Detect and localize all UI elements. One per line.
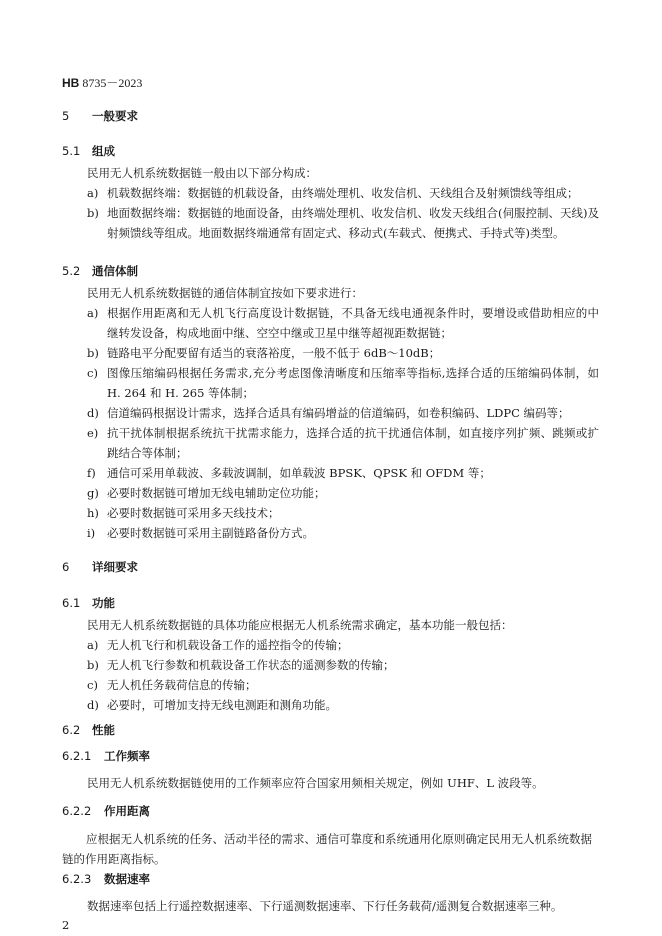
section-6-2-3-heading: 6.2.3 数据速率 (62, 872, 150, 886)
section-6-2-1-heading: 6.2.1 工作频率 (62, 749, 150, 763)
section-5-1-heading: 5.1 组成 (62, 144, 115, 158)
section-6-2-1-body: 民用无人机系统数据链使用的工作频率应符合国家用频相关规定，例如 UHF、L 波段等。 (87, 776, 544, 790)
list-item: e) 抗干扰体制根据系统抗干扰需求能力，选择合适的抗干扰通信体制，如直接序列扩频、跳频或扩跳结合等体制； (87, 426, 599, 460)
list-item: h) 必要时数据链可采用多天线技术； (87, 506, 280, 520)
list-item: d) 必要时，可增加支持无线电测距和测角功能。 (87, 698, 337, 712)
section-5-2-heading: 5.2 通信体制 (62, 264, 138, 278)
list-item: c) 图像压缩编码根据任务需求,充分考虑图像清晰度和压缩率等指标,选择合适的压缩编码体制，如 H. 264 和 H. 265 等体制； (87, 366, 599, 400)
section-6-2-2-body: 应根据无人机系统的任务、活动半径的需求、通信可靠度和系统通用化原则确定民用无人机系统数据链的作用距离指标。 (62, 832, 592, 866)
list-item: f) 通信可采用单载波、多载波调制，如单载波 BPSK、QPSK 和 OFDM 等； (87, 466, 491, 480)
section-6-2-3-body: 数据速率包括上行遥控数据速率、下行遥测数据速率、下行任务载荷/遥测复合数据速率三种。 (87, 899, 563, 913)
standard-number: 8735－2023 (82, 76, 143, 90)
section-5-2-intro: 民用无人机系统数据链的通信体制宜按如下要求进行： (87, 286, 363, 300)
list-item: g) 必要时数据链可增加无线电辅助定位功能； (87, 486, 326, 500)
section-5-heading: 5 一般要求 (62, 109, 138, 123)
list-item: d) 信道编码根据设计需求，选择合适具有编码增益的信道编码，如卷积编码、LDPC 编码等； (87, 406, 570, 420)
list-item: a) 机载数据终端：数据链的机载设备，由终端处理机、收发信机、天线组合及射频馈线等组成； (87, 186, 579, 200)
list-item: a) 无人机飞行和机载设备工作的遥控指令的传输； (87, 638, 349, 652)
section-6-1-heading: 6.1 功能 (62, 596, 115, 610)
standard-prefix: HB (62, 76, 80, 90)
section-6-1-intro: 民用无人机系统数据链的具体功能应根据无人机系统需求确定，基本功能一般包括： (87, 618, 513, 632)
page-number: 2 (62, 918, 70, 932)
section-6-2-heading: 6.2 性能 (62, 723, 115, 737)
list-item: a) 根据作用距离和无人机飞行高度设计数据链，不具备无线电通视条件时，要增设或借助相应的中继转发设备，构成地面中继、空空中继或卫星中继等超视距数据链； (87, 306, 599, 340)
section-5-1-intro: 民用无人机系统数据链一般由以下部分构成： (87, 166, 317, 180)
list-item: b) 无人机飞行参数和机载设备工作状态的遥测参数的传输； (87, 658, 395, 672)
list-item: i) 必要时数据链可采用主副链路备份方式。 (87, 526, 314, 540)
list-item: b) 链路电平分配要留有适当的衰落裕度，一般不低于 6dB～10dB； (87, 346, 441, 360)
standard-code-header (62, 74, 142, 91)
section-6-heading: 6 详细要求 (62, 560, 138, 574)
list-item: c) 无人机任务载荷信息的传输； (87, 678, 257, 692)
list-item: b) 地面数据终端：数据链的地面设备，由终端处理机、收发信机、收发天线组合(伺服控制、天线)及射频馈线等组成。地面数据终端通常有固定式、移动式(车载式、便携式、手持式等)类型。 (87, 206, 599, 240)
section-6-2-2-heading: 6.2.2 作用距离 (62, 804, 150, 818)
